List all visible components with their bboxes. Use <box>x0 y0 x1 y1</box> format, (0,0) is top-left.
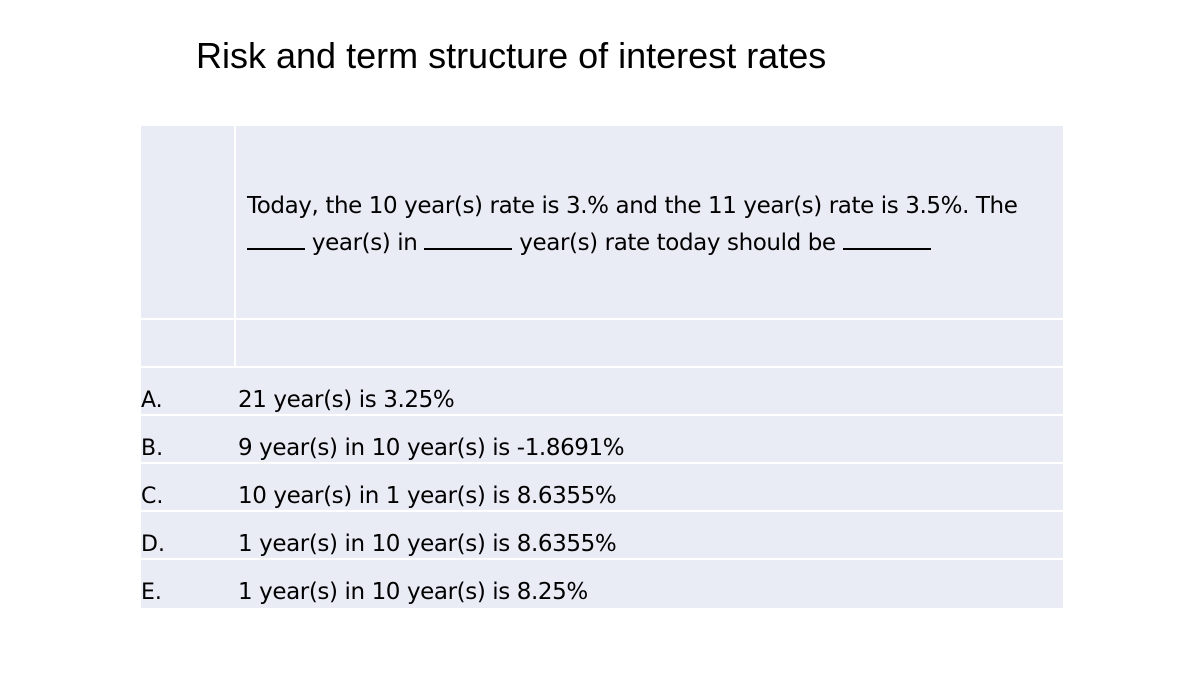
question-fragment-1: year(s) in <box>311 230 418 256</box>
slide-title: Risk and term structure of interest rates <box>196 35 827 76</box>
option-a[interactable]: 21 year(s) is 3.25% <box>238 387 455 413</box>
option-d[interactable]: 1 year(s) in 10 year(s) is 8.6355% <box>238 531 617 557</box>
option-e-letter: E. <box>141 580 162 605</box>
answer-blank-3 <box>843 224 931 250</box>
answer-blank-2 <box>424 224 512 250</box>
question-fragment-2: year(s) rate today should be <box>519 230 836 256</box>
option-d-letter: D. <box>141 532 165 557</box>
option-b-letter: B. <box>141 436 164 461</box>
row-divider <box>141 318 1063 320</box>
question-table <box>141 126 1063 608</box>
option-c[interactable]: 10 year(s) in 1 year(s) is 8.6355% <box>238 483 617 509</box>
option-c-letter: C. <box>141 484 164 509</box>
question-line-2 <box>247 224 1057 261</box>
option-a-letter: A. <box>141 388 163 413</box>
answer-blank-1 <box>247 224 305 250</box>
option-e[interactable]: 1 year(s) in 10 year(s) is 8.25% <box>238 579 588 605</box>
option-b[interactable]: 9 year(s) in 10 year(s) is -1.8691% <box>238 435 625 461</box>
row-divider <box>141 366 1063 368</box>
question-line-1: Today, the 10 year(s) rate is 3.% and the 11 year(s) rate is 3.5%. The <box>247 193 1018 219</box>
question-text <box>247 188 1057 261</box>
column-divider <box>234 126 236 368</box>
